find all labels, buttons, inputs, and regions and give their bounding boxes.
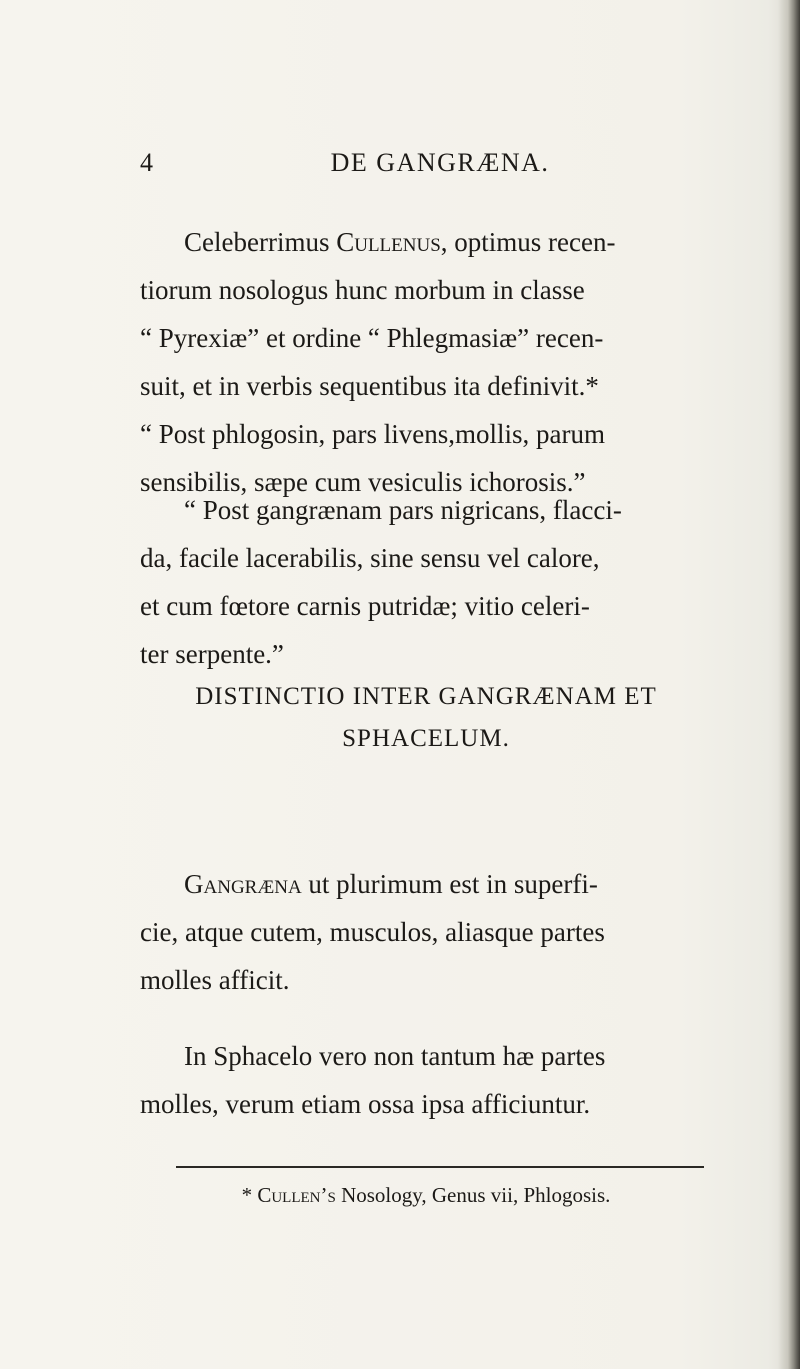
author-name: Cullenus [336, 227, 441, 257]
paragraph-sphacelus [140, 1032, 712, 1128]
section-heading [140, 676, 712, 760]
heading-line: SPHACELUM. [342, 725, 510, 752]
page-number: 4 [140, 148, 154, 177]
running-title: DE GANGRÆNA. [330, 148, 550, 177]
footnote-text: Nosology, Genus vii, Phlogosis. [335, 1183, 611, 1207]
paragraph-definition [140, 218, 712, 506]
footnote-author: Cullen’s [257, 1183, 336, 1207]
text-line: Celeberrimus Cullenus, optimus recen- [184, 227, 616, 257]
text-line: molles, verum etiam ossa ipsa afficiuntur. [140, 1089, 591, 1119]
heading-line: DISTINCTIO INTER GANGRÆNAM ET [195, 683, 657, 710]
text-line: da, facile lacerabilis, sine sensu vel calore, [140, 543, 600, 573]
text-line: cie, atque cutem, musculos, aliasque partes [140, 917, 605, 947]
paragraph-gangraena [140, 860, 712, 1004]
text-line: In Sphacelo vero non tantum hæ partes [184, 1041, 606, 1071]
text-line: “ Post gangrænam pars nigricans, flacci- [184, 495, 622, 525]
lead-word: Gangræna [184, 869, 302, 899]
paragraph-quote [140, 486, 712, 678]
text-line: sensibilis, sæpe cum vesiculis ichorosis.” [140, 467, 586, 497]
footnote [140, 1180, 712, 1210]
text-line: molles afficit. [140, 965, 290, 995]
footnote-marker: * [241, 1183, 258, 1207]
page-edge-shadow [778, 0, 800, 1369]
text-line: suit, et in verbis sequentibus ita definivit.* [140, 371, 599, 401]
text-line: “ Post phlogosin, pars livens,mollis, parum [140, 419, 605, 449]
text-line: ter serpente.” [140, 639, 284, 669]
running-head [140, 148, 700, 188]
text-line: tiorum nosologus hunc morbum in classe [140, 275, 585, 305]
footnote-rule [176, 1166, 704, 1168]
text-line: et cum fœtore carnis putridæ; vitio celeri- [140, 591, 590, 621]
text-line: “ Pyrexiæ” et ordine “ Phlegmasiæ” recen- [140, 323, 604, 353]
text-line: Gangræna ut plurimum est in superfi- [184, 869, 598, 899]
